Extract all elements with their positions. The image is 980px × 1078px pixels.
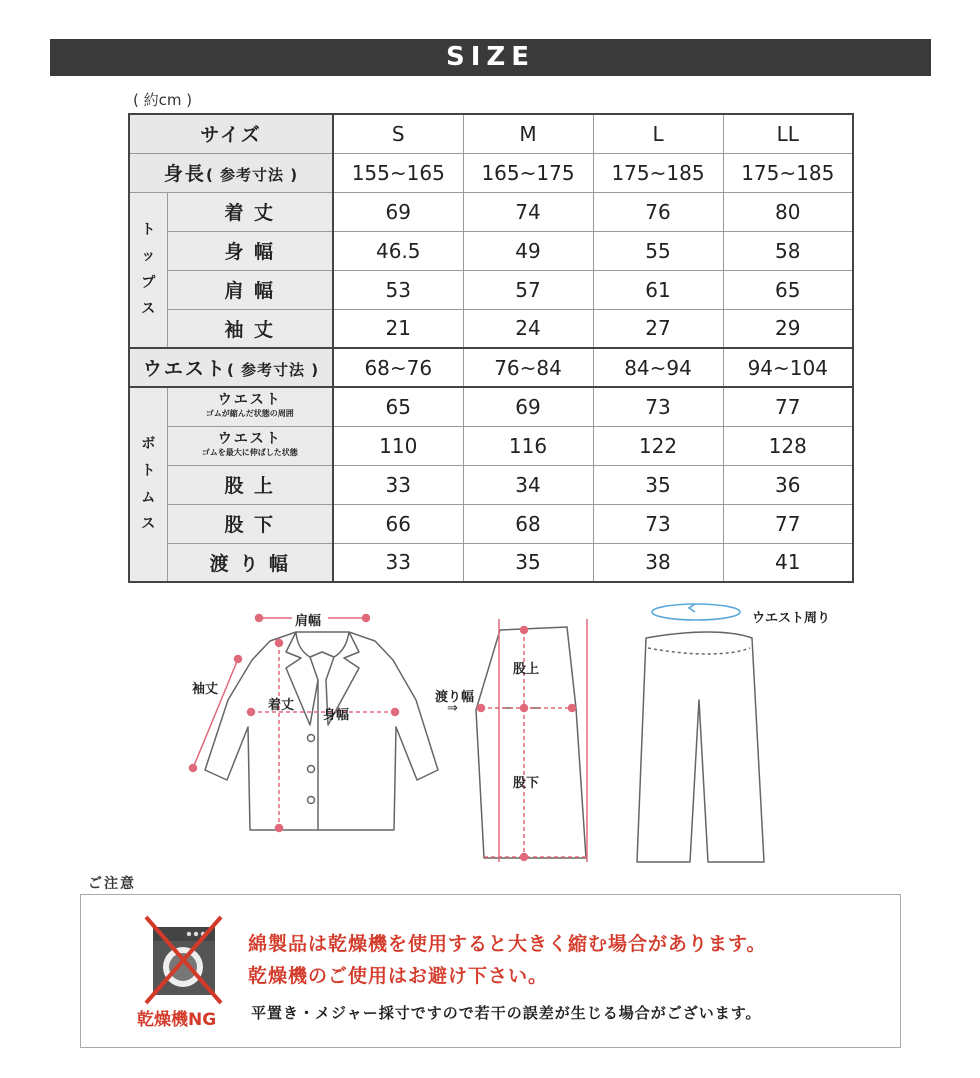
table-cell: 33 bbox=[333, 465, 463, 504]
size-cell: L bbox=[593, 114, 723, 153]
table-cell: 33 bbox=[333, 543, 463, 582]
size-cell: S bbox=[333, 114, 463, 153]
thigh-width-label: 渡り幅 bbox=[435, 690, 475, 705]
table-cell: 84~94 bbox=[593, 348, 723, 387]
table-cell: 77 bbox=[723, 387, 853, 426]
table-cell: 76~84 bbox=[463, 348, 593, 387]
table-cell: 110 bbox=[333, 426, 463, 465]
table-cell: 49 bbox=[463, 231, 593, 270]
table-cell: 35 bbox=[463, 543, 593, 582]
row-label: 袖 丈 bbox=[167, 309, 333, 348]
table-cell: 73 bbox=[593, 387, 723, 426]
table-cell: 128 bbox=[723, 426, 853, 465]
table-cell: 53 bbox=[333, 270, 463, 309]
row-label: 着 丈 bbox=[167, 192, 333, 231]
table-cell: 65 bbox=[333, 387, 463, 426]
table-cell: 41 bbox=[723, 543, 853, 582]
page-title: SIZE bbox=[50, 39, 931, 76]
table-cell: 38 bbox=[593, 543, 723, 582]
table-cell: 175~185 bbox=[723, 153, 853, 192]
table-cell: 80 bbox=[723, 192, 853, 231]
no-dryer-icon bbox=[143, 915, 223, 1005]
row-label: 渡 り 幅 bbox=[167, 543, 333, 582]
table-cell: 58 bbox=[723, 231, 853, 270]
table-cell: 35 bbox=[593, 465, 723, 504]
table-cell: 165~175 bbox=[463, 153, 593, 192]
waist-around-label: ウエスト周り bbox=[752, 611, 831, 626]
rise-label: 股上 bbox=[513, 662, 540, 677]
row-label: 身 幅 bbox=[167, 231, 333, 270]
table-cell: 74 bbox=[463, 192, 593, 231]
table-cell: 77 bbox=[723, 504, 853, 543]
measurement-note: 平置き・メジャー採寸ですので若干の誤差が生じる場合がございます。 bbox=[251, 1004, 762, 1022]
table-cell: 69 bbox=[463, 387, 593, 426]
table-cell: 76 bbox=[593, 192, 723, 231]
table-cell: 155~165 bbox=[333, 153, 463, 192]
table-cell: 69 bbox=[333, 192, 463, 231]
height-label: 身長( 参考寸法 ) bbox=[129, 153, 333, 192]
table-cell: 21 bbox=[333, 309, 463, 348]
warning-line-2: 乾燥機のご使用はお避け下さい。 bbox=[248, 965, 549, 987]
thigh-arrow-icon: ⇒ bbox=[447, 701, 458, 716]
tops-group-label: ト ッ プ ス bbox=[129, 192, 167, 348]
table-cell: 55 bbox=[593, 231, 723, 270]
table-cell: 68 bbox=[463, 504, 593, 543]
waist-label: ウエスト( 参考寸法 ) bbox=[129, 348, 333, 387]
row-label: 肩 幅 bbox=[167, 270, 333, 309]
table-cell: 34 bbox=[463, 465, 593, 504]
table-cell: 175~185 bbox=[593, 153, 723, 192]
table-cell: 27 bbox=[593, 309, 723, 348]
row-label: 股 上 bbox=[167, 465, 333, 504]
table-cell: 36 bbox=[723, 465, 853, 504]
shoulder-width-label: 肩幅 bbox=[295, 614, 322, 629]
bottoms-group-label: ボ ト ム ス bbox=[129, 387, 167, 582]
sleeve-length-label: 袖丈 bbox=[192, 682, 219, 697]
waist-ring-icon bbox=[652, 604, 740, 620]
caution-box bbox=[80, 894, 901, 1048]
table-cell: 65 bbox=[723, 270, 853, 309]
size-header-label: サイズ bbox=[129, 114, 333, 153]
inseam-label: 股下 bbox=[513, 776, 540, 791]
dryer-ng-label: 乾燥機NG bbox=[137, 1010, 217, 1030]
table-cell: 61 bbox=[593, 270, 723, 309]
pants-front-illustration bbox=[637, 632, 764, 862]
row-label: ウエスト ゴムが縮んだ状態の周囲 bbox=[167, 387, 333, 426]
size-cell: M bbox=[463, 114, 593, 153]
table-cell: 24 bbox=[463, 309, 593, 348]
table-cell: 94~104 bbox=[723, 348, 853, 387]
unit-note: ( 約cm ) bbox=[133, 91, 193, 109]
table-cell: 68~76 bbox=[333, 348, 463, 387]
row-label: 股 下 bbox=[167, 504, 333, 543]
table-cell: 122 bbox=[593, 426, 723, 465]
size-cell: LL bbox=[723, 114, 853, 153]
caution-title: ご注意 bbox=[88, 876, 136, 892]
table-cell: 29 bbox=[723, 309, 853, 348]
body-width-label: 身幅 bbox=[323, 708, 350, 723]
table-cell: 116 bbox=[463, 426, 593, 465]
table-cell: 57 bbox=[463, 270, 593, 309]
warning-line-1: 綿製品は乾燥機を使用すると大きく縮む場合があります。 bbox=[248, 933, 767, 955]
body-length-label: 着丈 bbox=[268, 698, 295, 713]
table-cell: 73 bbox=[593, 504, 723, 543]
table-cell: 46.5 bbox=[333, 231, 463, 270]
table-cell: 66 bbox=[333, 504, 463, 543]
row-label: ウエスト ゴムを最大に伸ばした状態 bbox=[167, 426, 333, 465]
